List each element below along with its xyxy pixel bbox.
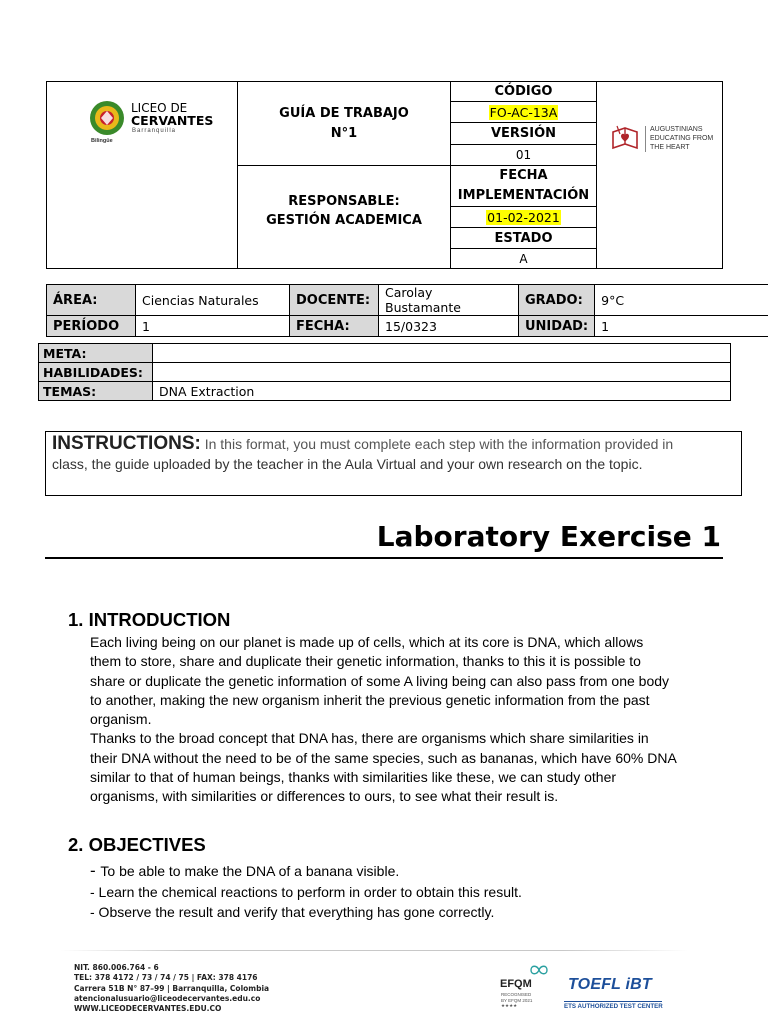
- title-underline: [45, 557, 723, 559]
- temas-label: TEMAS:: [39, 382, 153, 401]
- grado-value: 9°C: [595, 285, 768, 316]
- responsible-label: RESPONSABLE:: [288, 194, 400, 209]
- estado-value: A: [519, 251, 528, 266]
- periodo-label: PERÍODO: [47, 316, 136, 337]
- objectives-list: [90, 861, 740, 923]
- intro-line: organism.: [90, 711, 152, 728]
- version-label: VERSIÓN: [490, 126, 557, 141]
- instructions-box: [45, 431, 742, 496]
- list-item: - Observe the result and verify that everything has gone correctly.: [90, 904, 495, 920]
- footer-phone: TEL: 378 4172 / 73 / 74 / 75 | FAX: 378 4176: [74, 973, 258, 983]
- augustinians-line1: AUGUSTINIANS: [650, 126, 703, 133]
- estado-label: ESTADO: [494, 230, 553, 246]
- intro-line: their DNA without the need to be of the same species, such as bananas, which have 60% DNA: [90, 749, 677, 766]
- grado-label: GRADO:: [519, 285, 595, 316]
- responsible-value: GESTIÓN ACADEMICA: [266, 213, 422, 228]
- table-row: [47, 285, 768, 316]
- codigo-value: FO-AC-13A: [489, 104, 558, 120]
- meta-table: [38, 343, 731, 401]
- fecha-label-line2: IMPLEMENTACIÓN: [457, 188, 590, 203]
- fecha-implementacion-label: [451, 166, 596, 206]
- intro-line: organisms, with similarities or differences to ours, to see what their result is.: [90, 788, 559, 805]
- instructions-line2: class, the guide uploaded by the teacher in the Aula Virtual and your own research on the topic.: [52, 456, 643, 472]
- school-tag: Bilingüe: [91, 138, 113, 144]
- introduction-body: [90, 633, 740, 807]
- intro-line: share or duplicate the genetic information of some A living being can also pass from one body: [90, 672, 670, 689]
- efqm-logo: [499, 962, 549, 1018]
- guide-title-line2: N°1: [330, 125, 358, 141]
- table-row: [39, 363, 731, 382]
- guide-title-line1: GUÍA DE TRABAJO: [279, 105, 409, 121]
- footer-address: Carrera 51B N° 87–99 | Barranquilla, Colombia: [74, 983, 270, 993]
- footer-email: atencionalusuario@liceodecervantes.edu.co: [74, 993, 261, 1003]
- footer-nit: NIT. 860.006.764 - 6: [74, 963, 159, 972]
- meta-label: META:: [39, 344, 153, 363]
- guide-title: [238, 82, 450, 165]
- unidad-label: UNIDAD:: [519, 316, 595, 337]
- fecha-label: FECHA:: [290, 316, 379, 337]
- objective-text: To be able to make the DNA of a banana visible.: [100, 863, 400, 879]
- document-header: [46, 81, 723, 269]
- meta-value: [153, 344, 731, 363]
- fecha-label-line1: FECHA: [499, 168, 548, 183]
- periodo-value: 1: [136, 316, 290, 337]
- responsible-block: [238, 186, 450, 236]
- toefl-logo: [564, 976, 664, 1016]
- docente-value: Carolay Bustamante: [379, 285, 519, 316]
- page-title: Laboratory Exercise 1: [376, 520, 721, 553]
- efqm-sub2: BY EFQM 2021: [501, 997, 533, 1003]
- efqm-subtext: [501, 992, 532, 1009]
- fecha-value-cell: [451, 207, 596, 227]
- augustinians-line2: EDUCATING FROM: [650, 135, 714, 142]
- table-row: [39, 382, 731, 401]
- intro-line: them to store, share and duplicate their genetic information, thanks to this it is possible to: [90, 653, 641, 670]
- fecha-value: 01-02-2021: [487, 209, 560, 225]
- table-row: [47, 316, 768, 337]
- school-crest-icon: [87, 98, 127, 138]
- toefl-text: TOEFL iBT: [568, 976, 652, 993]
- introduction-heading: 1. INTRODUCTION: [68, 609, 231, 630]
- instructions-label: INSTRUCTIONS:: [52, 433, 201, 454]
- objectives-heading: 2. OBJECTIVES: [68, 834, 206, 855]
- intro-line: Each living being on our planet is made up of cells, which at its core is DNA, which allows: [90, 634, 644, 650]
- school-logo: [87, 96, 214, 152]
- habilidades-value: [153, 363, 731, 382]
- school-city: Barranquilla: [132, 128, 177, 134]
- footer-website: WWW.LICEODECERVANTES.EDU.CO: [74, 1004, 222, 1014]
- list-item: - Learn the chemical reactions to perform in order to obtain this result.: [90, 883, 522, 900]
- intro-line: Thanks to the broad concept that DNA has, there are organisms which share similarities in: [90, 730, 649, 747]
- efqm-infinity-icon: [529, 963, 549, 977]
- augustinian-heart-book-icon: [609, 122, 641, 154]
- efqm-text: EFQM: [500, 978, 532, 990]
- efqm-stars: ★★★★: [501, 1003, 518, 1008]
- area-value: Ciencias Naturales: [136, 285, 290, 316]
- list-item: - To be able to make the DNA of a banana visible.: [90, 861, 400, 880]
- habilidades-label: HABILIDADES:: [39, 363, 153, 382]
- school-name-line2: CERVANTES: [131, 113, 214, 128]
- instructions-line1: In this format, you must complete each step with the information provided in: [204, 436, 674, 452]
- augustinians-text: [650, 125, 713, 152]
- fecha-value: 15/0323: [379, 316, 519, 337]
- table-row: [39, 344, 731, 363]
- augustinians-line3: THE HEART: [650, 144, 690, 151]
- intro-line: to another, making the new organism inherit the previous genetic information from the past: [90, 691, 650, 708]
- efqm-sub1: RECOGNISED: [501, 992, 532, 997]
- codigo-value-cell: [451, 102, 596, 122]
- area-label: ÁREA:: [47, 285, 136, 316]
- version-value: 01: [515, 148, 532, 162]
- toefl-subtext: ETS AUTHORIZED TEST CENTER: [564, 1003, 663, 1010]
- footer-divider: [60, 950, 688, 951]
- intro-line: similar to that of human beings, thanks with similarities like these, we can study other: [90, 769, 617, 786]
- school-name-line1: LICEO DE: [131, 101, 188, 115]
- unidad-value: 1: [595, 316, 768, 337]
- instructions-text: [52, 434, 735, 474]
- footer-contact: [74, 963, 269, 1014]
- info-table: [46, 284, 768, 337]
- augustinians-logo: [607, 120, 719, 160]
- docente-label: DOCENTE:: [290, 285, 379, 316]
- codigo-label: CÓDIGO: [494, 84, 553, 99]
- temas-value: DNA Extraction: [153, 382, 731, 401]
